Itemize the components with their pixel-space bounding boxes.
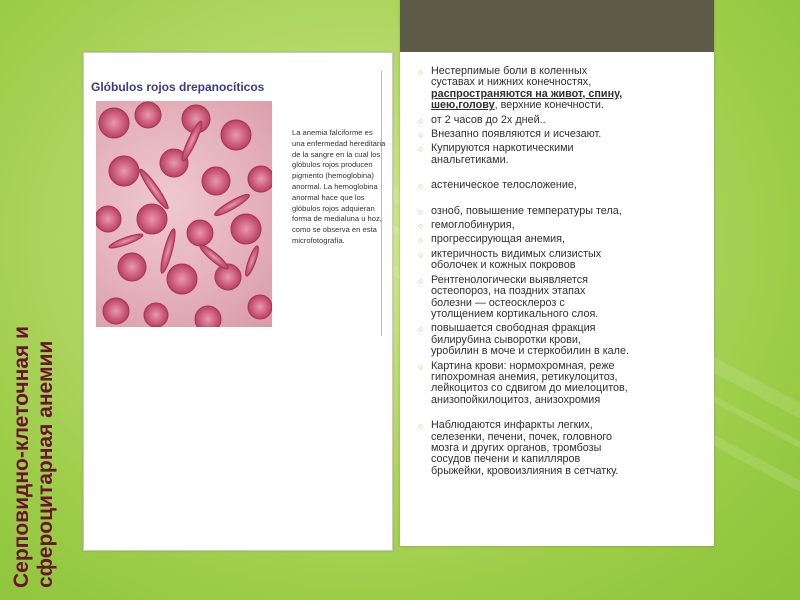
bullet-icon: ○ <box>418 421 424 432</box>
emphasized-text: шею,голову <box>431 99 495 112</box>
list-item <box>418 143 708 166</box>
caption-line: anormal hace que los <box>292 192 365 202</box>
bullet-icon: ○ <box>418 144 424 155</box>
list-item-line: анизопойкилоцитоз, анизохромия <box>431 393 601 406</box>
red-blood-cells-illustration <box>96 101 272 327</box>
list-item-line: Наблюдаются инфаркты легких, <box>431 419 593 432</box>
list-item-line: болезни — остеосклероз с <box>431 296 565 309</box>
list-item-line: иктеричность видимых слизистых <box>431 247 602 260</box>
list-item-line: Картина крови: нормохромная, реже <box>431 359 615 372</box>
bullet-icon: ○ <box>418 130 424 141</box>
text-panel <box>400 0 714 546</box>
caption-line: glóbulos rojos adquieran <box>292 203 375 213</box>
bullet-icon: ○ <box>418 67 424 77</box>
caption-line: forma de medialuna u hoz, <box>292 214 382 224</box>
list-item-line: Рентгенологически выявляется <box>431 273 588 286</box>
list-item-line: сосудов печени и капилляров <box>431 453 581 466</box>
blood-smear-image <box>96 101 272 327</box>
bullet-icon: ○ <box>418 361 424 372</box>
caption-line: anormal. La hemoglobina <box>292 181 378 191</box>
list-item-line: селезенки, печени, почек, головного <box>431 430 613 443</box>
symptom-list <box>418 66 708 480</box>
list-item-line: гипохромная анемия, ретикулоцитоз, <box>431 370 618 383</box>
list-item <box>418 234 708 245</box>
slide-title <box>4 120 64 600</box>
list-item-line: оболочек и кожных покровов <box>431 259 576 272</box>
caption-line: de la sangre en la cual los <box>292 149 381 159</box>
list-item <box>418 275 708 321</box>
list-item-line: лейкоцитоз со сдвигом до миелоцитов, <box>431 382 628 395</box>
caption-line: una enfermedad hereditaria <box>292 138 386 148</box>
slide-title-line-2: сфероцитарная анемии <box>34 340 57 588</box>
bullet-icon: ○ <box>418 221 424 232</box>
list-item-line: билирубина сыворотки крови, <box>431 333 581 346</box>
slide-title-line-1: Серповидно-клеточная и <box>10 326 33 588</box>
bullet-icon: ○ <box>418 249 424 260</box>
caption-line: La anemia falciforme es <box>292 128 373 137</box>
figure-caption <box>292 128 386 247</box>
bullet-icon: ○ <box>418 235 424 246</box>
bullet-icon: ○ <box>418 206 424 217</box>
caption-line: microfotografía. <box>292 235 345 245</box>
list-item-line: Купируются наркотическими <box>431 142 574 155</box>
list-item <box>418 129 708 140</box>
list-item-line: Внезапно появляются и исчезают. <box>431 128 602 141</box>
list-item <box>418 180 708 191</box>
caption-line: glóbulos rojos producen <box>292 160 373 170</box>
bullet-icon: ○ <box>418 324 424 335</box>
list-item-line: гемоглобинурия, <box>431 219 515 232</box>
list-item-line: остеопороз, на поздних этапах <box>431 285 586 298</box>
list-item-line: утолщением кортикального слоя. <box>431 307 599 320</box>
list-item-line: от 2 часов до 2х дней.. <box>431 113 546 126</box>
list-item <box>418 115 708 126</box>
panel-header-bar <box>400 0 714 52</box>
list-item-line: , верхние конечности. <box>494 99 604 112</box>
list-item-line: Нестерпимые боли в коленных <box>431 65 588 77</box>
list-item-line: прогрессирующая анемия, <box>431 233 566 246</box>
caption-line: pigmento (hemoglobina) <box>292 171 374 181</box>
micrograph-figure <box>83 52 393 551</box>
list-item <box>418 420 708 477</box>
list-item-line: мозга и других органов, тромбозы <box>431 441 602 454</box>
list-item <box>418 361 708 407</box>
list-item-line: повышается свободная фракция <box>431 322 596 335</box>
list-item-line: брыжейки, кровоизлияния в сетчатку. <box>431 464 619 477</box>
list-item <box>418 249 708 272</box>
list-item-line: анальгетиками. <box>431 153 509 166</box>
bullet-icon: ○ <box>418 275 424 286</box>
list-item <box>418 220 708 231</box>
list-item-line: астеническое телосложение, <box>431 179 577 192</box>
list-item-line: озноб, повышение температуры тела, <box>431 204 622 217</box>
list-item <box>418 66 708 112</box>
list-item-line: уробилин в моче и стеркобилин в кале. <box>431 345 629 358</box>
list-item <box>418 206 708 217</box>
list-item-line: суставах и нижних конечностях, <box>431 76 592 89</box>
bullet-icon: ○ <box>418 115 424 126</box>
figure-heading: Glóbulos rojos drepanocíticos <box>91 80 265 94</box>
emphasized-text: распространяются на живот, спину, <box>431 87 623 100</box>
list-item <box>418 323 708 357</box>
caption-line: como se observa en esta <box>292 225 377 235</box>
bullet-icon: ○ <box>418 181 424 192</box>
